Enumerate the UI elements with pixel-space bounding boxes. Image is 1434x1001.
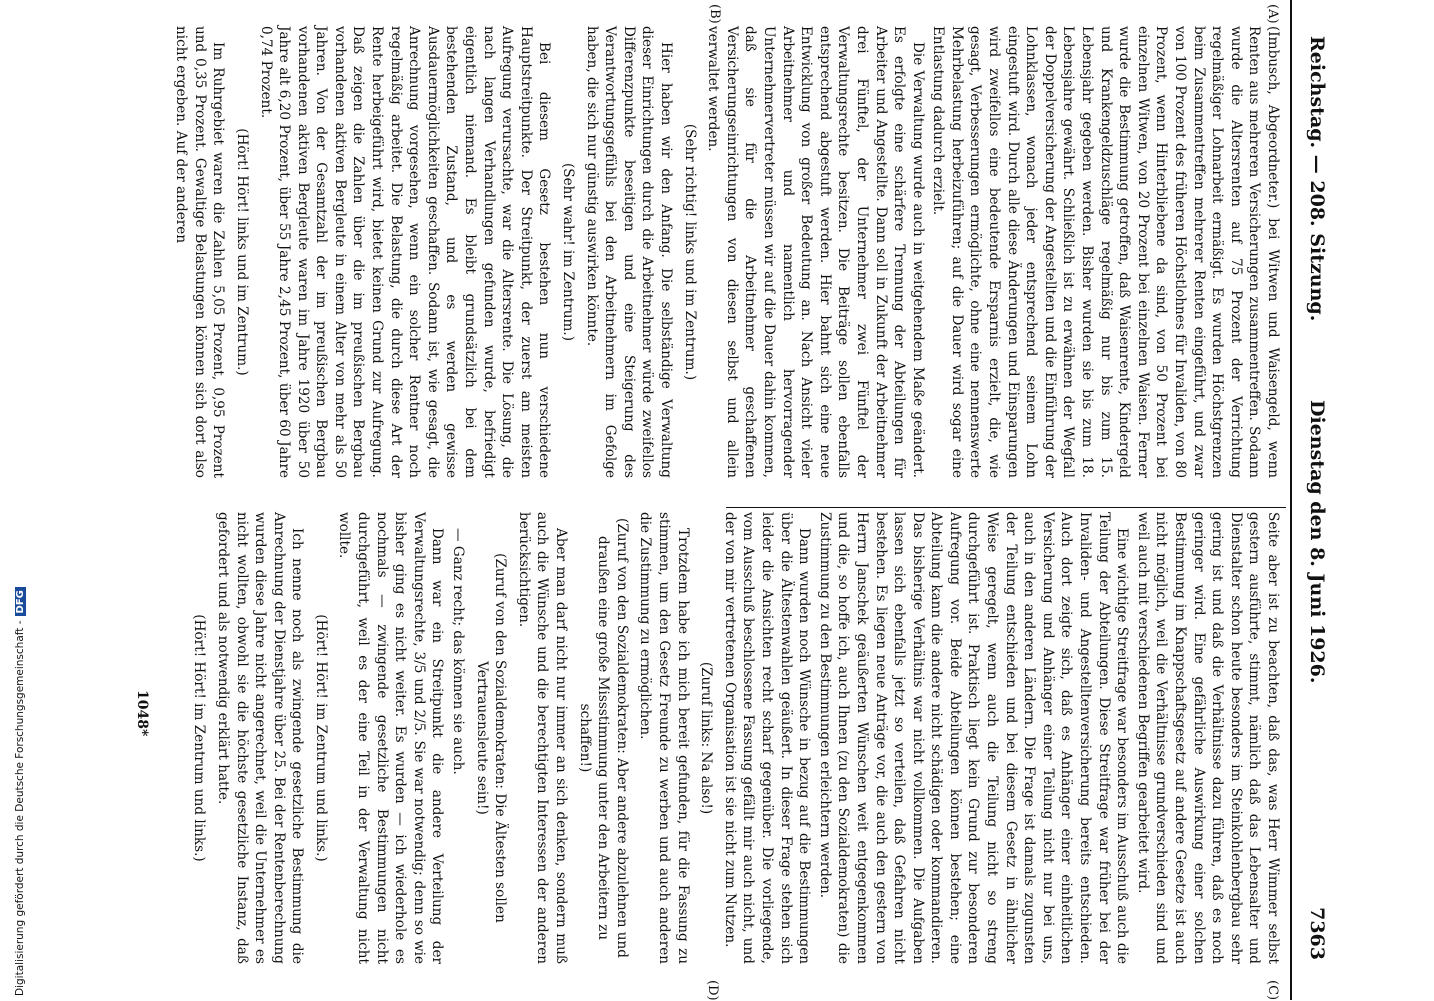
rotated-newspaper-page — [120, 0, 1340, 1000]
paragraph: Die Verwaltung wurde auch in weitgehendem Maße geändert. Es erfolgte eine schärfere Trennung der Abteilungen für Arbeiter und Angestellte. Dann soll in Zukunft der Arbeitnehmer drei Fünftel, der Unternehmer zwei Fünftel der Verwaltungsrechte besitzen. Die Beiträge sollen ebenfalls entsprechend abgestuft werden. Hier bahnt sich eine neue Entwicklung von großer Bedeutung an. Nach Ansicht vieler Arbeitnehmer und namentlich hervorragender Unternehmervertreter müssen wir auf die Dauer dahin kommen, daß sie für die Arbeitnehmer geschaffenen Versicherungseinrichtungen von diesen selbst und allein verwaltet werden. — [705, 26, 926, 478]
header-date: Dienstag den 8. Juni 1926. — [1306, 400, 1328, 684]
credit-text: Digitalisierung gefördert durch die Deutsche Forschungsgemeinschaft - — [14, 620, 26, 996]
page-header — [1298, 0, 1332, 1000]
interjection: (Hört! Hört! links und im Zentrum.) — [233, 128, 250, 376]
digitization-credit — [0, 0, 26, 1000]
left-column — [170, 26, 1282, 478]
header-page-number: 7363 — [1306, 907, 1328, 960]
paragraph: (Imbusch, Abgeordneter.) bei Witwen und Waisengeld, wenn Renten aus mehreren Versicherungen zusammentreffen. Sodann wurde die Altersrenten auf 75 Prozent der Verrichtung regelmäßiger Lohnarbeit ermäßigt. Es wurden Höchstgrenzen beim Zusammentreffen mehrerer Renten eingeführt, und zwar von 100 Prozent des früheren Höchstlohnes für Invaliden, von 80 Prozent, wenn Hinterbliebene da sind, von 50 Prozent bei einzelnen Witwen, von 20 Prozent bei einzelnen Waisen. Ferner wurde die Bestimmung getroffen, daß Waisenrente, Kindergeld und Krankengeldzuschläge regelmäßig nur bis zum 15. Lebensjahr gegeben werden. Bisher wurden sie bis zum 18. Lebensjahre gewährt. Schließlich ist zu erwähnen der Wegfall der Doppelversicherung der Angestellten und die Einführung der Lohnklassen, wonach jeder entsprechend seinem Lohn eingestuft wird. Durch alle diese Änderungen und Einsparungen wird zweifellos eine bedeutende Ersparnis erzielt, die, wie gesagt, Verbesserungen ermöglichte, ohne eine nennenswerte Mehrbelastung herbeizuführen; auf die Dauer wird sogar eine Entlastung dadurch erzielt. — [930, 26, 1281, 478]
paragraph: Ich nenne noch als zwingende gesetzliche Bestimmung die Anrechnung der Dienstjahre über 25. Bei der Rentenberechnung wurden diese Jahre nicht angerechnet, weil die Unternehmer es nicht wollten, obwohl sie die höchste gesetzliche Instanz, daß gefordert und als notwendig erklärt hatte. — [214, 512, 306, 964]
interjection: (Hört! Hört! im Zentrum und links.) — [312, 614, 329, 862]
margin-marker-a: (A) — [1265, 4, 1280, 24]
margin-marker-d: (D) — [705, 980, 720, 1001]
interjection: (Zuruf links: Na also!) — [698, 661, 715, 815]
paragraph: Im Ruhrgebiet waren die Zahlen 5,05 Prozent, 0,95 Prozent und 0,35 Prozent. Gewaltige Belastungen können sich dort also nicht ergeben. Auf der anderen — [173, 26, 227, 478]
column-divider — [726, 507, 1286, 508]
paragraph: Eine wichtige Streitfrage war besonders im Ausschuß auch die Teilung der Abteilungen. Diese Streitfrage war früher bei der Invaliden- und Angestelltenversicherung bereits entschieden. Auch dort zeigte sich, daß es Anhänger einer einheitlichen Versicherung und Anhänger einer Teilung nicht nur bei uns, auch in den anderen Ländern. Die Frage ist damals zugunsten der Teilung entschieden und bei diesem Gesetz in ähnlicher Weise geregelt, wenn auch die Teilung nicht so streng durchgeführt ist. Praktisch liegt kein Grund zur besonderen Aufregung vor. Beide Abteilungen können bestehen; eine Abteilung kann die andere nicht schädigen oder kommandieren. Das bisherige Verhältnis war nicht vollkommen. Die Aufgaben lassen sich ebenfalls jetzt so verteilen, daß Gefahren nicht bestehen. Es liegen neue Anträge vor, die auch den gestern von Herrn Janschek geäußerten Wünschen weit entgegenkommen und die, so hoffe ich, auch Ihnen (zu den Sozialdemokraten) die Zustimmung zu den Bestimmungen erleichtern werden. — [816, 512, 1131, 964]
interjection: (Sehr richtig! links und im Zentrum.) — [681, 123, 698, 381]
margin-marker-c: (C) — [1265, 980, 1280, 1001]
paragraph: Aber man darf nicht nur immer an sich denken, sondern muß auch die Wünsche und die berechtigten Interessen der anderen berücksichtigen. — [515, 512, 570, 964]
paragraph: Seite aber ist zu beachten, daß das, was Herr Wimmer selbst gestern ausführte, stimmt, nämlich daß das Lebensalter und Dienstalter schon heute besonders im Steinkohlenbergbau sehr gering ist und daß die Verhältnisse dazu führen, daß es noch geringer wird. Eine gefährliche Auswirkung einer solchen Bestimmung im Knappschaftsgesetz auf andere Gesetze ist auch nicht möglich, weil die Verhältnisse grundverschieden sind und weil auch mit verschiedenen Begriffen gearbeitet wird. — [1134, 512, 1281, 964]
paragraph: Hier haben wir den Anfang. Die selbständige Verwaltung dieser Einrichtungen durch die Arbeitnehmer würde zweifellos Differenzpunkte beseitigen und eine Steigerung des Verantwortungsgefühls bei den Arbeitnehmern im Gefolge haben, die sich nur günstig auswirken könnte. — [583, 26, 674, 478]
interjection: (Zuruf von den Sozialdemokraten: Aber andere abzulehnen und draußen eine große Missstimmung unter den Arbeitern zu schaffen!) — [576, 518, 630, 958]
dfg-logo: DFG — [15, 587, 26, 616]
interjection: (Hört! Hört! im Zentrum und links.) — [191, 614, 208, 862]
paragraph: — Ganz recht; das können sie auch. — [450, 528, 467, 775]
paragraph: Dann war ein Streitpunkt die andere Verteilung der Verwaltungsrechte, 3/5 und 2/5. Sie war notwendig; denn so wie bisher ging es nicht weiter. Es wurden — ich wiederhole es nochmals — zwingende gesetzliche Bestimmungen nicht durchgeführt, weil es der eine Teil in der Verwaltung nicht wollte. — [336, 512, 446, 964]
paragraph: Dann wurden noch Wünsche in bezug auf die Bestimmungen über die Ältestenwahlen geäußert. In dieser Frage stehen sich leider die Ansichten recht scharf gegenüber. Die vorliegende, vom Ausschuß beschlossene Fassung gefällt mir auch nicht, und der von mir vertretenen Organisation ist sie nicht zum Nutzen. — [721, 512, 813, 964]
header-reichstag: Reichstag. — 208. Sitzung. — [1306, 36, 1328, 322]
folio-number: 1048* — [134, 690, 150, 737]
interjection: (Sehr wahr! im Zentrum.) — [560, 162, 577, 342]
paragraph: Bei diesem Gesetz bestehen nun verschiedene Hauptstreitpunkte. Der Streitpunkt, der zuerst am meisten Aufregung verursachte, war die Altersrente. Die Lösung, die nach langen Verhandlungen gefunden wurde, befriedigt eigentlich niemand. Es bleibt grundsätzlich bei dem bestehenden Zustand, und es werden gewisse Ausdauermöglichkeiten geschaffen. Sodann ist, wie gesagt, die Anrechnung vorgesehen, wenn ein solcher Rentner noch regelmäßig arbeitet. Die Belastung, die durch diese Art der Rente herbeigeführt wird, bietet keinen Grund zur Aufregung. Daß zeigen die Zahlen über die im preußischen Bergbau vorhandenen aktiven Bergleute in einem Alter von mehr als 50 Jahren. Von der Gesamtzahl der im preußischen Bergbau vorhandenen aktiven Bergleute waren im Jahre 1920 über 50 Jahre alt 6,20 Prozent, über 55 Jahre 2,45 Prozent, über 60 Jahre 0,74 Prozent. — [257, 26, 553, 478]
margin-marker-b: (B) — [707, 4, 722, 24]
right-column — [185, 512, 1282, 964]
header-rule — [1290, 0, 1292, 1000]
paragraph: Trotzdem habe ich mich bereit gefunden, für die Fassung zu stimmen, um den Gesetz Freunde zu werben und auch anderen die Zustimmung zu ermöglichen. — [637, 512, 691, 964]
interjection: (Zuruf von den Sozialdemokraten: Die Ältesten sollen Vertrauensleute sein!) — [473, 553, 509, 923]
